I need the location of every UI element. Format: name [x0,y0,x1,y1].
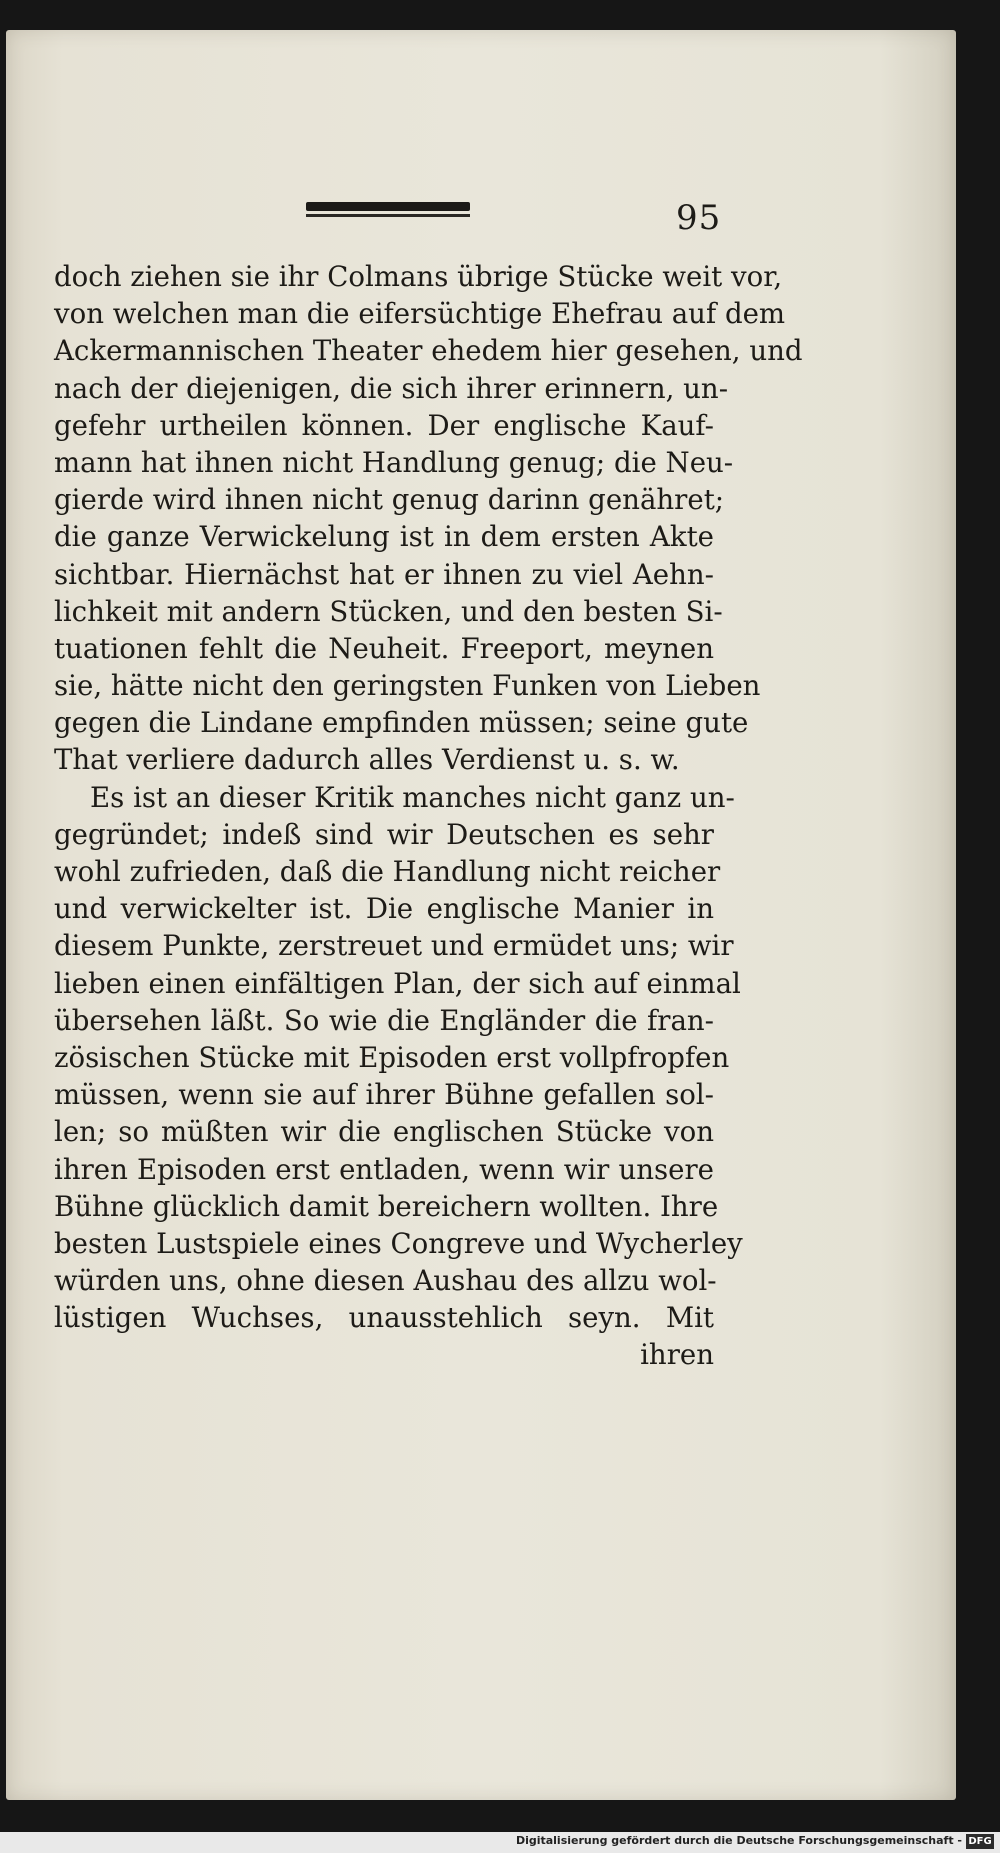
text-line: gegen die Lindane empfinden müssen; seine gute [54,706,749,740]
text-line: diesem Punkte, zerstreuet und ermüdet uns; wir [54,929,734,963]
text-line: That verliere dadurch alles Verdienst u. s. w. [54,743,680,777]
text-line: sichtbar. Hiernächst hat er ihnen zu viel Aehn- [54,557,714,591]
text-line: gegründet; indeß sind wir Deutschen es sehr [54,817,714,851]
text-line: tuationen fehlt die Neuheit. Freeport, meynen [54,631,714,665]
text-line: gefehr urtheilen können. Der englische Kauf- [54,408,714,442]
text-line: ihren Episoden erst entladen, wenn wir unsere [54,1152,714,1186]
text-line: besten Lustspiele eines Congreve und Wycherley [54,1226,743,1260]
paragraph-start-line: Es ist an dieser Kritik manches nicht ganz un- [90,780,735,814]
catchword: ihren [640,1338,714,1372]
dfg-logo: DFG [966,1834,994,1849]
header-rule [306,202,470,211]
text-line: doch ziehen sie ihr Colmans übrige Stücke weit vor, [54,260,783,293]
text-line: lichkeit mit andern Stücken, und den besten Si- [54,594,723,628]
page-number: 95 [676,198,722,238]
text-line: sie, hätte nicht den geringsten Funken von Lieben [54,669,761,703]
body-text [54,258,803,1374]
text-line: lieben einen einfältigen Plan, der sich auf einmal [54,966,741,1000]
text-line: gierde wird ihnen nicht genug darinn genähret; [54,483,725,517]
text-line: wohl zufrieden, daß die Handlung nicht reicher [54,855,721,888]
text-line: von welchen man die eifersüchtige Ehefrau auf dem [54,297,786,331]
text-line: lüstigen Wuchses, unausstehlich seyn. Mit [54,1301,714,1335]
text-line: nach der diejenigen, die sich ihrer erinnern, un- [54,371,729,405]
text-line: würden uns, ohne diesen Aushau des allzu wol- [54,1264,717,1298]
text-line: die ganze Verwickelung ist in dem ersten Akte [54,520,714,554]
text-line: und verwickelter ist. Die englische Manier in [54,892,714,926]
digitization-credit: Digitalisierung gefördert durch die Deutsche Forschungsgemeinschaft - [515,1834,962,1847]
text-line: zösischen Stücke mit Episoden erst vollpfropfen [54,1040,730,1074]
text-line: Bühne glücklich damit bereichern wollten. Ihre [54,1189,719,1223]
text-line: mann hat ihnen nicht Handlung genug; die Neu- [54,445,734,479]
text-line: len; so müßten wir die englischen Stücke von [54,1115,714,1149]
text-line: übersehen läßt. So wie die Engländer die fran- [54,1003,714,1037]
text-line: müssen, wenn sie auf ihrer Bühne gefallen sol- [54,1078,714,1112]
text-line: Ackermannischen Theater ehedem hier gesehen, und [54,334,803,368]
